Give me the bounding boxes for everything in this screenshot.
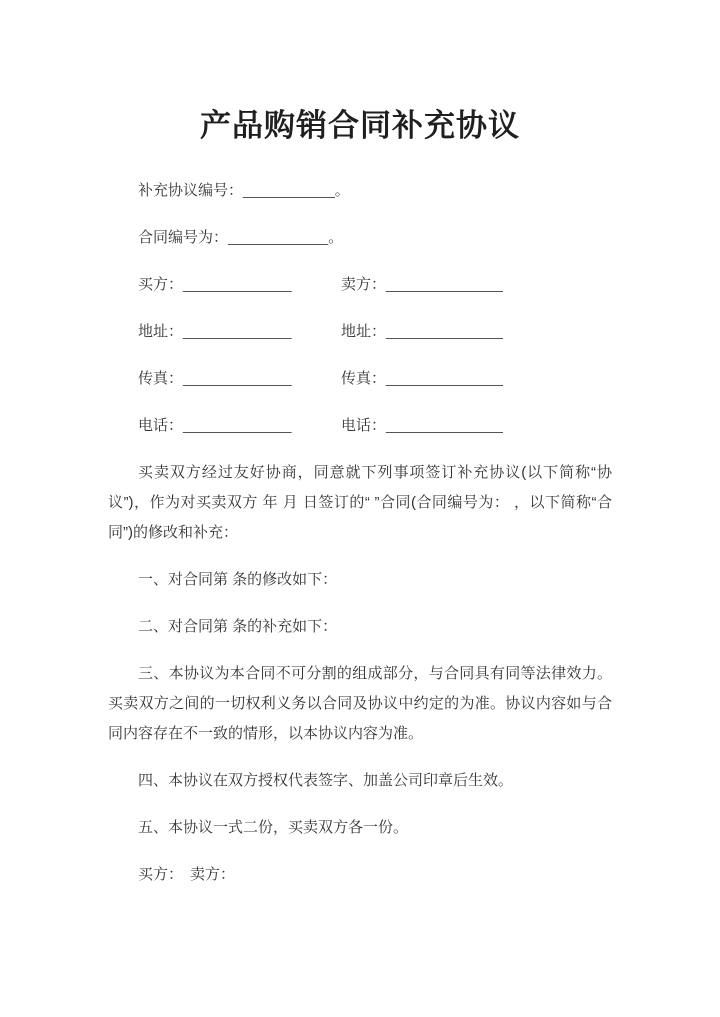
field-buyer-fax — [138, 364, 341, 394]
buyer-label: 买方： — [138, 276, 184, 293]
field-seller-phone — [341, 411, 612, 441]
clause-4: 四、本协议在双方授权代表签字、加盖公司印章后生效。 — [138, 772, 514, 789]
buyer-phone-label: 电话： — [138, 417, 184, 434]
buyer-address-label: 地址： — [138, 323, 184, 340]
agreement-number-label: 补充协议编号： — [138, 182, 244, 199]
field-row-address — [108, 317, 612, 347]
buyer-fax-label: 传真： — [138, 370, 184, 387]
field-seller — [341, 270, 612, 300]
field-row-party — [108, 270, 612, 300]
clause-3: 三、本协议为本合同不可分割的组成部分，与合同具有同等法律效力。买卖双方之间的一切权利义务以合同及协议中约定的为准。协议内容如与合同内容存在不一致的情形，以本协议内容为准。 — [108, 665, 612, 742]
agreement-number-blank: ___________ — [243, 182, 335, 199]
field-row-phone — [108, 411, 612, 441]
buyer-phone-blank: _____________ — [183, 417, 292, 434]
field-buyer-phone — [138, 411, 341, 441]
buyer-fax-blank: _____________ — [183, 370, 292, 387]
seller-address-blank: ______________ — [386, 323, 503, 340]
contract-number-label: 合同编号为： — [138, 229, 229, 246]
contract-number-suffix: 。 — [328, 229, 344, 246]
clause-1: 一、对合同第 条的修改如下： — [138, 571, 338, 588]
seller-fax-blank: ______________ — [386, 370, 503, 387]
signature-row — [108, 860, 612, 890]
contract-number-blank: ____________ — [228, 229, 329, 246]
seller-phone-label: 电话： — [341, 417, 387, 434]
seller-fax-label: 传真： — [341, 370, 387, 387]
field-agreement-number — [108, 176, 612, 206]
field-row-fax — [108, 364, 612, 394]
field-buyer — [138, 270, 341, 300]
seller-blank: ______________ — [386, 276, 503, 293]
field-contract-number — [108, 223, 612, 253]
clause-5: 五、本协议一式二份，买卖双方各一份。 — [138, 819, 409, 836]
seller-label: 卖方： — [341, 276, 387, 293]
seller-address-label: 地址： — [341, 323, 387, 340]
field-seller-fax — [341, 364, 612, 394]
field-buyer-address — [138, 317, 341, 347]
paragraph-intro: 买卖双方经过友好协商，同意就下列事项签订补充协议(以下简称“协议”)，作为对买卖双方 年 月 日签订的“ ”合同(合同编号为： ，以下简称“合同”)的修改和补充： — [108, 464, 612, 541]
document-title: 产品购销合同补充协议 — [200, 108, 520, 143]
field-seller-address — [341, 317, 612, 347]
buyer-address-blank: _____________ — [183, 323, 292, 340]
buyer-blank: _____________ — [183, 276, 292, 293]
signature-seller-label: 卖方： — [190, 866, 236, 883]
signature-buyer-label: 买方： — [138, 866, 184, 883]
clause-2: 二、对合同第 条的补充如下： — [138, 618, 338, 635]
seller-phone-blank: ______________ — [386, 417, 503, 434]
agreement-number-suffix: 。 — [334, 182, 350, 199]
